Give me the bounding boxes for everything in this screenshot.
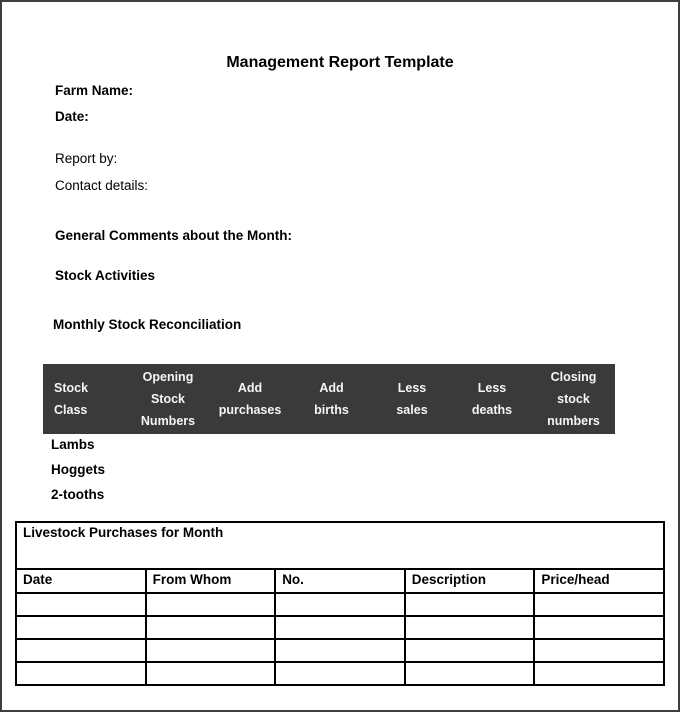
empty-cell-from-whom[interactable]	[146, 639, 276, 662]
general-comments-heading: General Comments about the Month:	[55, 228, 293, 243]
reconciliation-header-row	[43, 364, 615, 434]
empty-cell-description[interactable]	[405, 616, 535, 639]
column-header-price-head: Price/head	[534, 569, 664, 593]
stock-activities-heading: Stock Activities	[55, 268, 156, 283]
empty-cell-no[interactable]	[275, 593, 405, 616]
table-row	[16, 593, 664, 616]
stock-row-hoggets: Hoggets	[51, 462, 105, 477]
empty-cell-date[interactable]	[16, 662, 146, 685]
table-row	[16, 616, 664, 639]
empty-cell-price-head[interactable]	[534, 639, 664, 662]
empty-cell-no[interactable]	[275, 616, 405, 639]
empty-cell-no[interactable]	[275, 662, 405, 685]
empty-cell-description[interactable]	[405, 639, 535, 662]
column-header-add-births: Add births	[314, 381, 349, 417]
empty-cell-price-head[interactable]	[534, 662, 664, 685]
empty-cell-from-whom[interactable]	[146, 662, 276, 685]
empty-cell-no[interactable]	[275, 639, 405, 662]
farm-name-label: Farm Name:	[55, 83, 134, 98]
column-header-from-whom: From Whom	[146, 569, 276, 593]
reconciliation-heading: Monthly Stock Reconciliation	[53, 317, 242, 332]
empty-cell-from-whom[interactable]	[146, 593, 276, 616]
table-row	[16, 662, 664, 685]
contact-details-label: Contact details:	[55, 178, 149, 193]
column-header-less-deaths: Less deaths	[471, 381, 513, 417]
column-header-description: Description	[405, 569, 535, 593]
page-title: Management Report Template	[226, 54, 454, 71]
column-header-closing-stock: Closing stock numbers	[547, 370, 600, 428]
report-by-label: Report by:	[55, 151, 118, 166]
column-header-less-sales: Less sales	[396, 381, 428, 417]
purchases-table-title: Livestock Purchases for Month	[16, 522, 664, 569]
column-header-no: No.	[275, 569, 405, 593]
empty-cell-from-whom[interactable]	[146, 616, 276, 639]
empty-cell-description[interactable]	[405, 662, 535, 685]
table-row	[16, 522, 664, 569]
table-row	[16, 639, 664, 662]
livestock-purchases-table	[15, 521, 665, 686]
column-header-stock-class: Stock Class	[54, 381, 89, 417]
empty-cell-date[interactable]	[16, 616, 146, 639]
date-label: Date:	[55, 109, 89, 124]
table-row	[16, 569, 664, 593]
empty-cell-date[interactable]	[16, 639, 146, 662]
empty-cell-price-head[interactable]	[534, 616, 664, 639]
column-header-add-purchases: Add purchases	[218, 381, 282, 417]
empty-cell-price-head[interactable]	[534, 593, 664, 616]
column-header-opening-stock: Opening Stock Numbers	[140, 370, 196, 428]
stock-row-lambs: Lambs	[51, 437, 95, 452]
empty-cell-date[interactable]	[16, 593, 146, 616]
stock-row-2tooths: 2-tooths	[51, 487, 105, 502]
column-header-date: Date	[16, 569, 146, 593]
empty-cell-description[interactable]	[405, 593, 535, 616]
